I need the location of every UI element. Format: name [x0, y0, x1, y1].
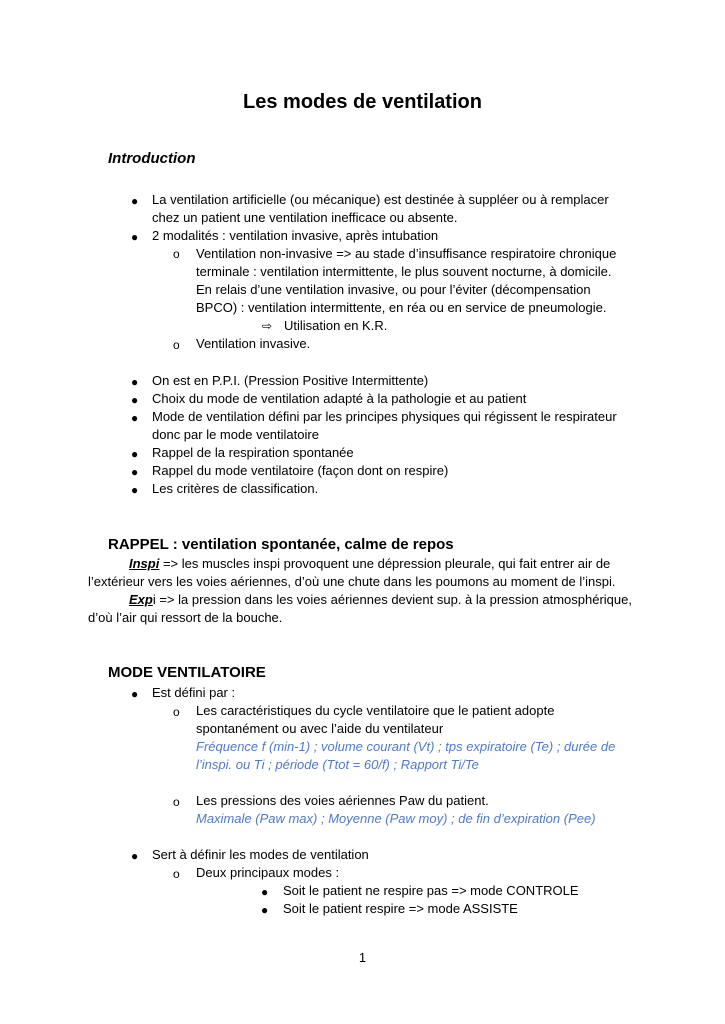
circle-bullet-icon: o [173, 867, 180, 881]
mode-heading: MODE VENTILATOIRE [108, 664, 266, 681]
mode-bullet-2: Sert à définir les modes de ventilation [152, 847, 369, 862]
arrow-right-icon: ⇨ [262, 319, 273, 333]
intro-bullet-2: 2 modalités : ventilation invasive, après intubation [152, 228, 439, 243]
expi-term: Exp [129, 592, 153, 607]
mode-sub-2: Les pressions des voies aériennes Paw du patient. [196, 793, 489, 808]
intro-sub-1-line-2: terminale : ventilation intermittente, le plus souvent nocturne, à domicile. [196, 264, 612, 279]
bullet-icon: ● [131, 194, 139, 208]
intro-sub-1-line-3: En relais d’une ventilation invasive, ou pour l’éviter (décompensation [196, 282, 591, 297]
intro-sub-1-line-4: BPCO) : ventilation intermittente, en réa ou en service de pneumologie. [196, 300, 607, 315]
bullet-icon: ● [261, 903, 269, 917]
mode-sub-1-detail-1: Fréquence f (min-1) ; volume courant (Vt) ; tps expiratoire (Te) ; durée de [196, 739, 616, 754]
rappel-inspi-line-2: l’extérieur vers les voies aériennes, d’où une chute dans les poumons au moment de l’inspi. [88, 574, 616, 589]
rappel-expi-line-1: Expi => la pression dans les voies aériennes devient sup. à la pression atmosphérique, [129, 592, 632, 607]
intro-bullet-6: Rappel de la respiration spontanée [152, 445, 354, 460]
mode-sub-1-detail-2: l’inspi. ou Ti ; période (Ttot = 60/f) ; Rapport Ti/Te [196, 757, 479, 772]
mode-sub-3: Deux principaux modes : [196, 865, 340, 880]
page-number: 1 [358, 950, 367, 965]
intro-arrow-item: Utilisation en K.R. [284, 318, 388, 333]
bullet-icon: ● [131, 411, 139, 425]
intro-bullet-3: On est en P.P.I. (Pression Positive Intermittente) [152, 373, 429, 388]
mode-sub-1-line-1: Les caractéristiques du cycle ventilatoire que le patient adopte [196, 703, 555, 718]
intro-heading: Introduction [108, 150, 196, 167]
bullet-icon: ● [261, 885, 269, 899]
circle-bullet-icon: o [173, 705, 180, 719]
intro-sub-1-line-1: Ventilation non-invasive => au stade d’insuffisance respiratoire chronique [196, 246, 617, 261]
mode-bullet-1: Est défini par : [152, 685, 236, 700]
mode-subsub-2: Soit le patient respire => mode ASSISTE [283, 901, 518, 916]
circle-bullet-icon: o [173, 338, 180, 352]
intro-bullet-7: Rappel du mode ventilatoire (façon dont on respire) [152, 463, 449, 478]
circle-bullet-icon: o [173, 247, 180, 261]
mode-sub-2-detail: Maximale (Paw max) ; Moyenne (Paw moy) ; de fin d’expiration (Pee) [196, 811, 596, 826]
intro-sub-2: Ventilation invasive. [196, 336, 311, 351]
rappel-inspi-line-1: Inspi => les muscles inspi provoquent une dépression pleurale, qui fait entrer air de [129, 556, 611, 571]
bullet-icon: ● [131, 687, 139, 701]
bullet-icon: ● [131, 447, 139, 461]
mode-sub-1-line-2: spontanément ou avec l’aide du ventilateur [196, 721, 444, 736]
bullet-icon: ● [131, 375, 139, 389]
intro-bullet-4: Choix du mode de ventilation adapté à la pathologie et au patient [152, 391, 527, 406]
inspi-term: Inspi [129, 556, 160, 571]
intro-bullet-1-line-2: chez un patient une ventilation inefficace ou absente. [152, 210, 458, 225]
intro-bullet-1-line-1: La ventilation artificielle (ou mécanique) est destinée à suppléer ou à remplacer [152, 192, 609, 207]
intro-bullet-8: Les critères de classification. [152, 481, 319, 496]
intro-bullet-5-line-1: Mode de ventilation défini par les principes physiques qui régissent le respirateur [152, 409, 617, 424]
page-title: Les modes de ventilation [243, 91, 482, 113]
bullet-icon: ● [131, 393, 139, 407]
rappel-heading: RAPPEL : ventilation spontanée, calme de repos [108, 536, 454, 553]
mode-subsub-1: Soit le patient ne respire pas => mode CONTROLE [283, 883, 579, 898]
intro-bullet-5-line-2: donc par le mode ventilatoire [152, 427, 319, 442]
circle-bullet-icon: o [173, 795, 180, 809]
bullet-icon: ● [131, 483, 139, 497]
bullet-icon: ● [131, 849, 139, 863]
bullet-icon: ● [131, 465, 139, 479]
bullet-icon: ● [131, 230, 139, 244]
rappel-expi-line-2: d’où l’air qui ressort de la bouche. [88, 610, 283, 625]
